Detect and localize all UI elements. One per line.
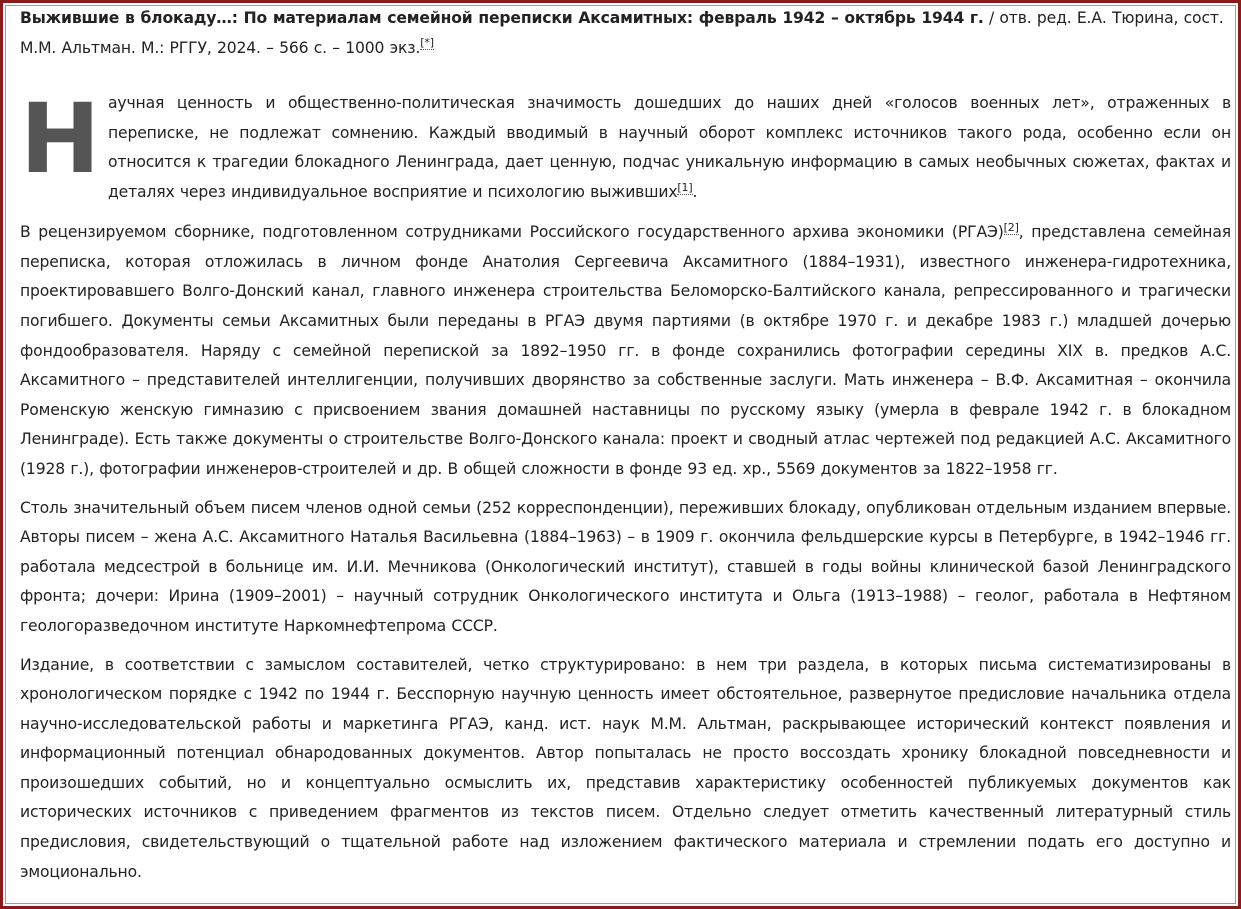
footnote-ref-star[interactable]: [*] [420,36,434,50]
paragraph-2-text-a: В рецензируемом сборнике, подготовленном сотрудниками Российского государственного архива экономики (РГАЭ) [20,223,1004,242]
drop-cap: Н [20,83,101,196]
bibliographic-header [20,4,1231,63]
paragraph-1 [20,83,1231,209]
paragraph-3: Столь значительный объем писем членов одной семьи (252 корреспонденции), переживших блокаду, опубликован отдельным изданием впервые. Авторы писем – жена А.С. Аксамитного Наталья Васильевна (1884–1963) – в 1909 г. окончила фельдшерские курсы в Петербурге, в 1942–1946 гг. работала медсестрой в больнице им. И.И. Мечникова (Онкологический институт), ставшей в годы войны клинической базой Ленинградского фронта; дочери: Ирина (1909–2001) – научный сотрудник Онкологического института и Ольга (1913–1988) – геолог, работала в Нефтяном геологоразведочном институте Наркомнефтепрома СССР. [20,498,1232,635]
paragraph-1-end: . [692,182,698,201]
book-details: / отв. ред. Е.А. Тюрина, сост. М.М. Альтман. М.: РГГУ, 2024. – 566 с. – 1000 экз. [20,9,1224,57]
article-body [20,4,1231,887]
paragraph-2 [20,218,1231,484]
footnote-ref-1[interactable]: [1] [677,180,693,194]
footnote-ref-2[interactable]: [2] [1003,221,1019,234]
paragraph-1-text: аучная ценность и общественно-политическая значимость дошедших до наших дней «голосов военных лет», отраженных в переписке, не подлежат сомнению. Каждый вводимый в научный оборот комплекс источников такого рода, особенно если он относится к трагедии блокадного Ленинграда, дает ценную, подчас уникальную информацию в самых необычных сюжетах, фактах и деталях через индивидуальное восприятие и психологию выживших [108,94,1231,201]
paragraph-2-text-b: , представлена семейная переписка, которая отложилась в личном фонде Анатолия Сергеевича Аксамитного (1884–1931), известного инженера-гидротехника, проектировавшего Волго-Донский канал, главного инженера строительства Беломорско-Балтийского канала, репрессированного и трагически погибшего. Документы семьи Аксамитных были переданы в РГАЭ двумя партиями (в октябре 1970 г. и декабре 1983 г.) младшей дочерью фондообразователя. Наряду с семейной перепиской за 1892–1950 гг. в фонде сохранились фотографии середины XIX в. предков А.С. Аксамитного – представителей интеллигенции, получивших дворянство за собственные заслуги. Мать инженера – В.Ф. Аксамитная – окончила Роменскую женскую гимназию с присвоением звания домашней наставницы по русскому языку (умерла в феврале 1942 г. в блокадном Ленинграде). Есть также документы о строительстве Волго-Донского канала: проект и сводный атлас чертежей под редакцией А.С. Аксамитного (1928 г.), фотографии инженеров-строителей и др. В общей сложности в фонде 93 ед. хр., 5569 документов за 1822–1958 гг. [20,223,1231,478]
paragraph-4: Издание, в соответствии с замыслом составителей, четко структурировано: в нем три раздела, в которых письма систематизированы в хронологическом порядке с 1942 по 1944 г. Бесспорную научную ценность имеет обстоятельное, развернутое предисловие начальника отдела научно-исследовательской работы и маркетинга РГАЭ, канд. ист. наук М.М. Альтман, раскрывающее исторический контекст появления и информационный потенциал обнародованных документов. Автор попыталась не просто воссоздать хронику блокадной повседневности и произошедших событий, но и концептуально осмыслить их, представив характеристику особенностей публикуемых документов как исторических источников с приведением фрагментов из текстов писем. Отдельно следует отметить качественный литературный стиль предисловия, свидетельствующий о тщательной работе над изложением фактического материала и стремлении подать его доступно и эмоционально. [20,655,1231,881]
book-title: Выжившие в блокаду…: По материалам семейной переписки Аксамитных: февраль 1942 – октябрь 1944 г. [20,9,984,27]
